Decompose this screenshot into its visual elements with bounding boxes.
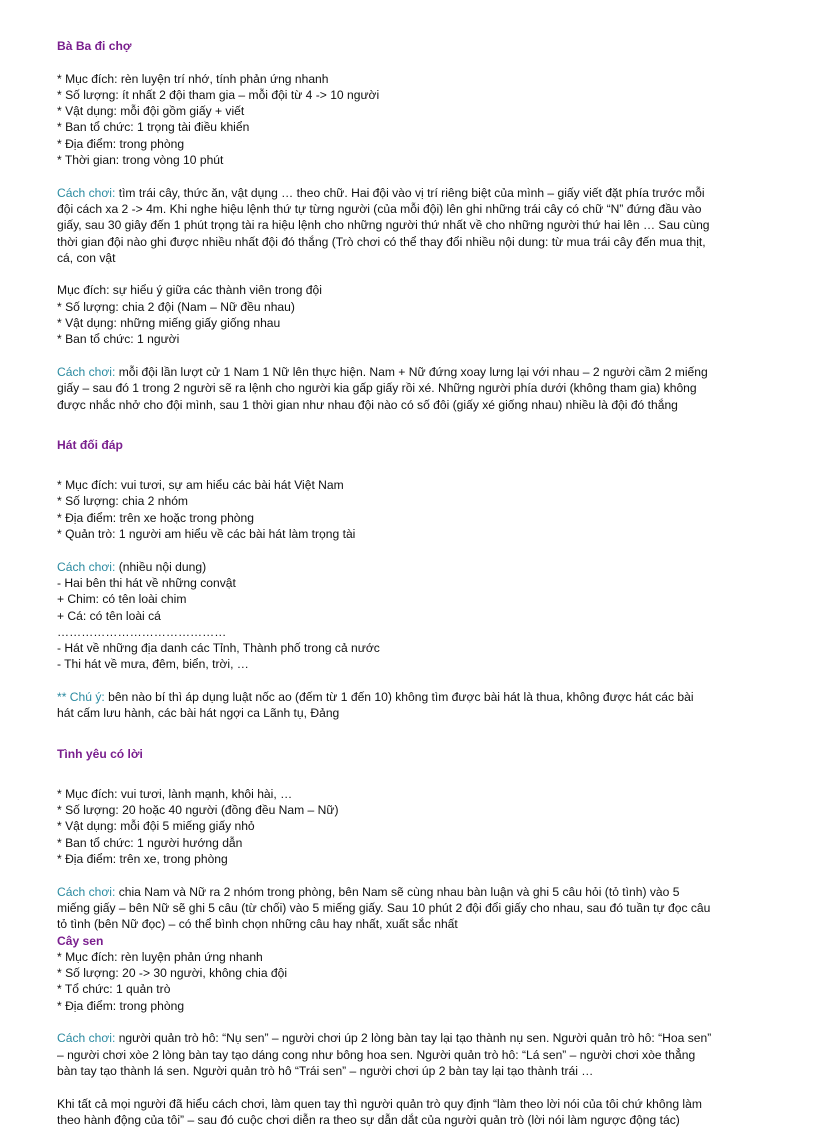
paragraph-line: giấy – sau đó 1 trong 2 người sẽ ra lệnh cho người kia gấp giấy rồi xé. Những người phía dưới (không tham gia) không: [57, 381, 697, 396]
s1-rules-2: [57, 282, 777, 347]
paragraph-line: + Cá: có tên loài cá: [57, 608, 161, 623]
rule-line: * Tổ chức: 1 quản trò: [57, 982, 171, 997]
s1-how-to-play-2: [57, 364, 777, 413]
section-title-tinh-yeu-co-loi: Tình yêu có lời: [57, 746, 143, 761]
rule-line: * Vật dụng: mỗi đội 5 miếng giấy nhỏ: [57, 819, 255, 834]
s2-rules: [57, 477, 777, 542]
paragraph-text: chia Nam và Nữ ra 2 nhóm trong phòng, bên Nam sẽ cùng nhau bàn luận và ghi 5 câu hỏi (tỏ tình) vào 5: [115, 884, 680, 899]
rule-line: * Số lượng: chia 2 đội (Nam – Nữ đều nhau): [57, 299, 295, 314]
rule-line: * Quản trò: 1 người am hiểu về các bài hát làm trọng tài: [57, 527, 356, 542]
section-title-hat-doi-dap: Hát đối đáp: [57, 437, 123, 452]
spacer: [57, 762, 777, 786]
paragraph-line: giấy, sau 30 giây đến 1 phút trọng tài ra hiệu lệnh cho những người thứ nhất về cho những người thứ hai lên … Sau cùng: [57, 218, 710, 233]
rule-line: * Mục đích: vui tươi, sự am hiểu các bài hát Việt Nam: [57, 478, 344, 493]
spacer: [57, 54, 777, 70]
paragraph-line: miếng giấy – bên Nữ sẽ ghi 5 câu (từ chối) vào 5 miếng giấy. Sau 10 phút 2 đội đổi giấy cho nhau, sau đó tuần tự đọc câu: [57, 900, 711, 915]
rule-line: * Ban tổ chức: 1 trọng tài điều khiển: [57, 120, 250, 135]
paragraph-text: người quản trò hô: “Nụ sen” – người chơi úp 2 lòng bàn tay lại tạo thành nụ sen. Người quản trò hô: “Hoa sen”: [115, 1031, 712, 1046]
how-to-play-label: Cách chơi:: [57, 364, 116, 379]
s1-rules: [57, 71, 777, 169]
how-to-play-label: Cách chơi:: [57, 1031, 116, 1046]
paragraph-text: (nhiều nội dung): [115, 559, 207, 574]
paragraph-line: ……………………………………: [57, 624, 227, 639]
spacer: [57, 1014, 777, 1030]
paragraph-line: [57, 559, 777, 575]
s4-closing: [57, 1096, 777, 1128]
paragraph-text: mỗi đội lần lượt cử 1 Nam 1 Nữ lên thực hiện. Nam + Nữ đứng xoay lưng lại với nhau – 2 người cầm 2 miếng: [115, 364, 708, 379]
rule-line: * Địa điểm: trong phòng: [57, 136, 185, 151]
spacer: [57, 673, 777, 689]
rule-line: * Vật dụng: những miếng giấy giống nhau: [57, 316, 281, 331]
spacer: [57, 1079, 777, 1095]
section-title-ba-ba-di-cho: Bà Ba đi chợ: [57, 39, 132, 53]
s2-how-to-play: [57, 559, 777, 673]
s4-rules: [57, 949, 777, 1014]
s1-how-to-play: [57, 185, 777, 266]
how-to-play-label: Cách chơi:: [57, 185, 116, 200]
s3-how-to-play: [57, 884, 777, 933]
rule-line: * Vật dụng: mỗi đội gồm giấy + viết: [57, 104, 245, 119]
paragraph-line: – người chơi xòe 2 lòng bàn tay tạo dáng cong như bông hoa sen. Người quản trò hô: “Lá sen” – người chơi xòe thẳng: [57, 1047, 696, 1062]
spacer: [57, 542, 777, 558]
spacer: [57, 722, 777, 746]
paragraph-line: [57, 884, 777, 900]
rule-line: * Mục đích: rèn luyện phản ứng nhanh: [57, 949, 263, 964]
paragraph-line: theo hành động của tôi” – sau đó cuộc chơi diễn ra theo sự dẫn dắt của người quản trò (lời nói làm ngược động tác): [57, 1112, 680, 1127]
paragraph-line: hát cấm lưu hành, các bài hát ngợi ca Lãnh tụ, Đảng: [57, 706, 340, 721]
s3-rules: [57, 786, 777, 867]
spacer: [57, 266, 777, 282]
section-title-cay-sen: Cây sen: [57, 933, 104, 948]
paragraph-line: [57, 364, 777, 380]
rule-line: * Số lượng: chia 2 nhóm: [57, 494, 188, 509]
paragraph-line: cá, con vật: [57, 250, 116, 265]
rule-line: * Địa điểm: trên xe, trong phòng: [57, 852, 228, 867]
spacer: [57, 348, 777, 364]
rule-line: * Địa điểm: trong phòng: [57, 998, 185, 1013]
paragraph-line: bàn tay tạo thành lá sen. Người quản trò hô “Trái sen” – người chơi úp 2 bàn tay lại tạo thành trái …: [57, 1063, 594, 1078]
note-label: ** Chú ý:: [57, 689, 105, 704]
paragraph-line: [57, 689, 777, 705]
paragraph-text: tìm trái cây, thức ăn, vật dụng … theo chữ. Hai đội vào vị trí riêng biệt của mình – giấy viết đặt phía trước mỗi: [115, 185, 705, 200]
spacer: [57, 168, 777, 184]
paragraph-line: - Hát về những địa danh các Tỉnh, Thành phố trong cả nước: [57, 641, 380, 656]
paragraph-line: thời gian đội nào ghi được nhiều nhất đội đó thắng (Trò chơi có thể thay đổi nhiều nội dung: từ mua trái cây đến mua thịt,: [57, 234, 706, 249]
rule-line: * Số lượng: ít nhất 2 đội tham gia – mỗi đội từ 4 -> 10 người: [57, 87, 380, 102]
paragraph-line: [57, 1030, 777, 1046]
rule-line: * Mục đích: vui tươi, lành mạnh, khôi hài, …: [57, 786, 293, 801]
paragraph-text: bên nào bí thì áp dụng luật nốc ao (đếm từ 1 đến 10) không tìm được bài hát là thua, không được hát các bài: [104, 689, 694, 704]
paragraph-line: + Chim: có tên loài chim: [57, 592, 187, 607]
rule-line: * Số lượng: 20 hoặc 40 người (đồng đều Nam – Nữ): [57, 803, 339, 818]
paragraph-line: Khi tất cả mọi người đã hiểu cách chơi, làm quen tay thì người quản trò quy định “làm theo lời nói của tôi chứ không làm: [57, 1096, 702, 1111]
how-to-play-label: Cách chơi:: [57, 559, 116, 574]
paragraph-line: [57, 185, 777, 201]
s2-note: [57, 689, 777, 722]
paragraph-line: - Thi hát về mưa, đêm, biển, trời, …: [57, 657, 249, 672]
spacer: [57, 453, 777, 477]
rule-line: * Số lượng: 20 -> 30 người, không chia đội: [57, 966, 288, 981]
spacer: [57, 867, 777, 883]
spacer: [57, 413, 777, 437]
rule-line: * Ban tổ chức: 1 người: [57, 332, 180, 347]
paragraph-line: được nhắc nhở cho đội mình, sau 1 thời gian như nhau đội nào có số đôi (giấy xé giống nhau) nhiều là đội đó thắng: [57, 397, 678, 412]
rule-line: * Ban tổ chức: 1 người hướng dẫn: [57, 835, 243, 850]
paragraph-line: đội cách xa 2 -> 4m. Khi nghe hiệu lệnh thứ tự từng người (của mỗi đội) lên ghi những trái cây có chữ “N” đứng đầu vào: [57, 201, 702, 216]
rule-line: * Thời gian: trong vòng 10 phút: [57, 153, 224, 168]
rule-line: * Mục đích: rèn luyện trí nhớ, tính phản ứng nhanh: [57, 71, 329, 86]
rule-line: * Địa điểm: trên xe hoặc trong phòng: [57, 510, 254, 525]
how-to-play-label: Cách chơi:: [57, 884, 116, 899]
paragraph-line: - Hai bên thi hát về những convật: [57, 575, 236, 590]
paragraph-line: tỏ tình (bên Nữ đọc) – có thể bình chọn những câu hay nhất, xuất sắc nhất: [57, 917, 458, 932]
rule-line: Mục đích: sự hiểu ý giữa các thành viên trong đội: [57, 283, 322, 298]
s4-how-to-play: [57, 1030, 777, 1079]
document-page: [57, 38, 777, 1128]
